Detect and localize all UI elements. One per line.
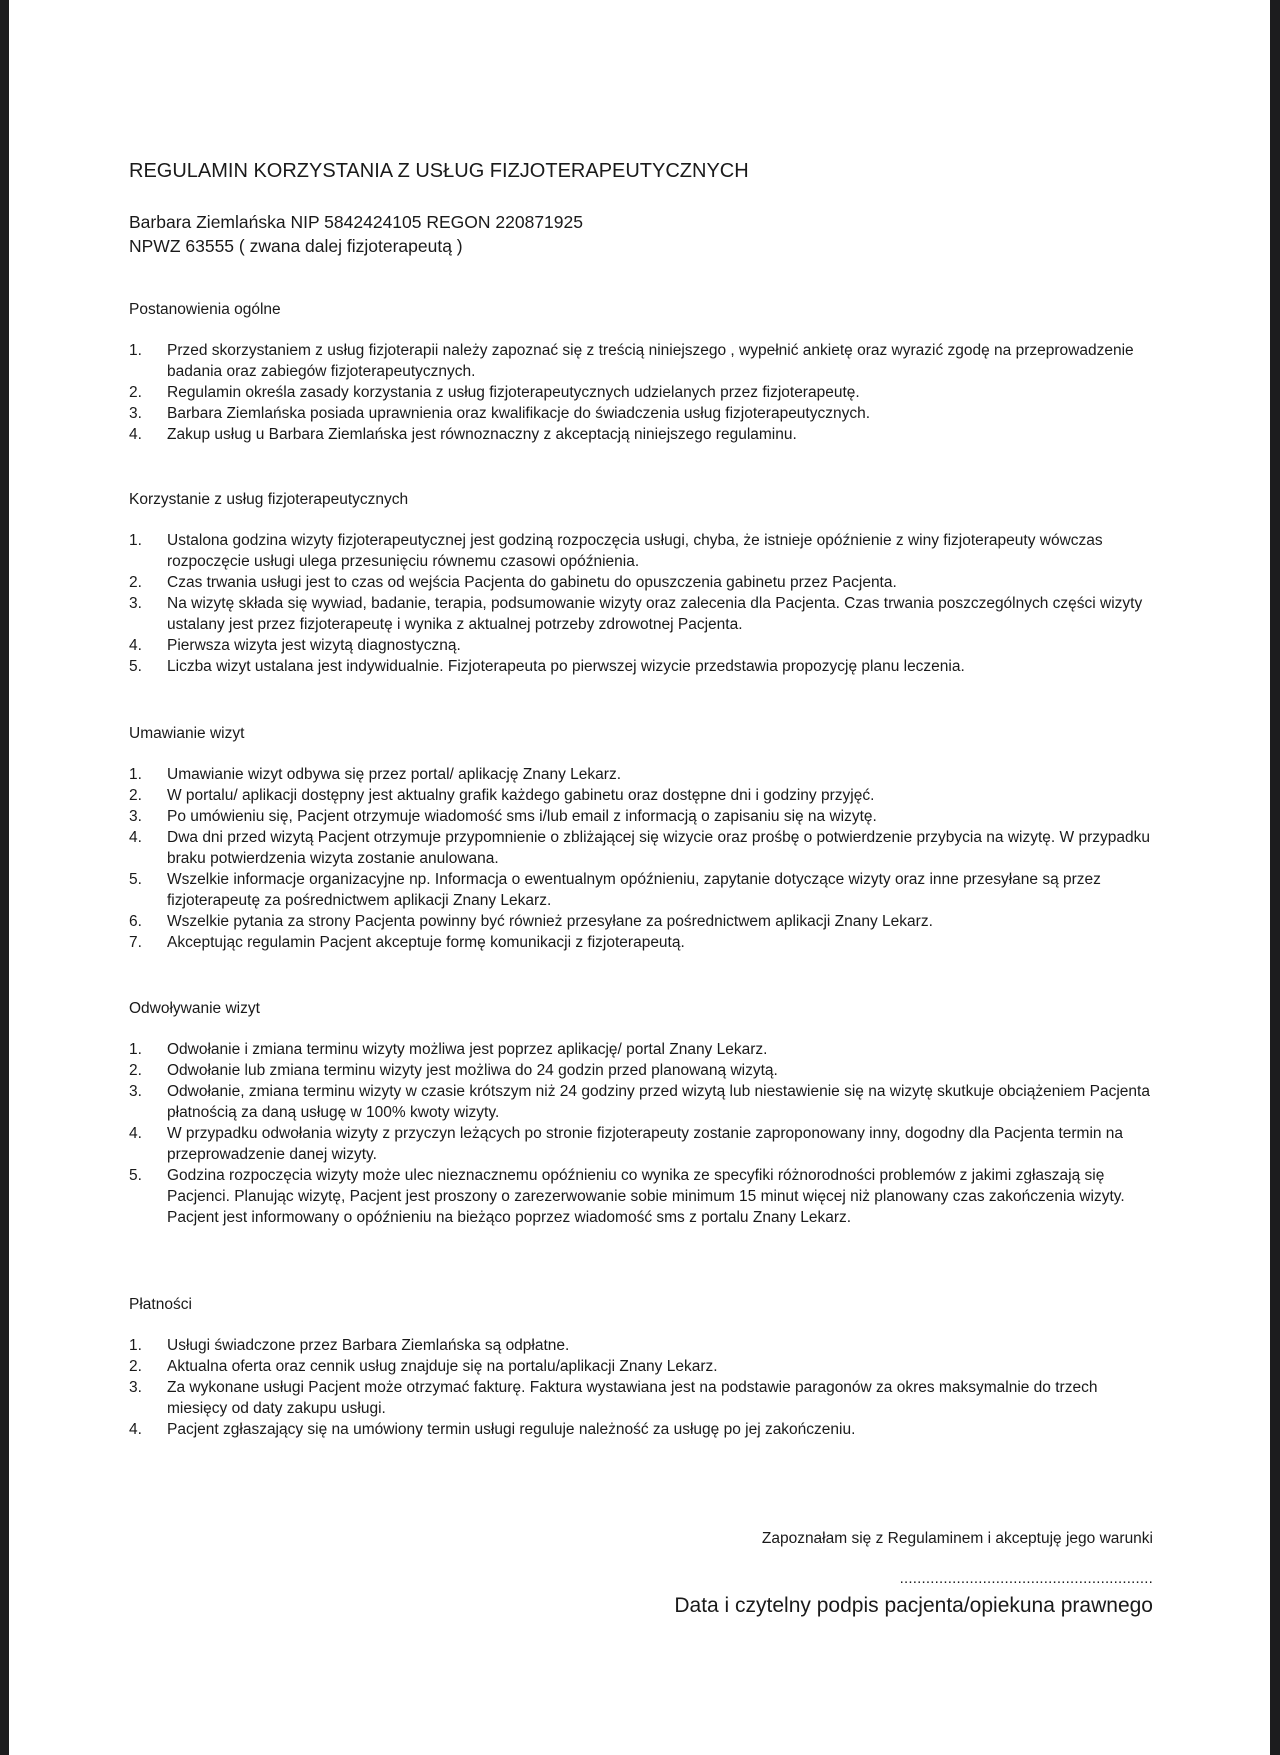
list-item <box>129 340 1159 382</box>
list-item <box>129 1419 1159 1440</box>
list-item-text: Przed skorzystaniem z usług fizjoterapii należy zapoznać się z treścią niniejszego , wypełnić ankietę oraz wyrazić zgodę na przeprowadzenie badania oraz zabiegów fizjoterapeutycznych. <box>167 342 1134 380</box>
document-page <box>9 0 1270 1755</box>
section <box>129 999 1159 1228</box>
list-item-text: Odwołanie lub zmiana terminu wizyty jest możliwa do 24 godzin przed planowaną wizytą. <box>167 1062 778 1079</box>
list-item-text: Wszelkie pytania za strony Pacjenta powinny być również przesyłane za pośrednictwem aplikacji Znany Lekarz. <box>167 913 933 930</box>
list-item-number: 1. <box>129 766 142 783</box>
list-item-text: Akceptując regulamin Pacjent akceptuje formę komunikacji z fizjoterapeutą. <box>167 934 685 951</box>
list-item-number: 2. <box>129 1062 142 1079</box>
list-item <box>129 869 1159 911</box>
section <box>129 300 1159 445</box>
list-item-number: 5. <box>129 658 142 675</box>
list-item <box>129 1377 1159 1419</box>
list-item <box>129 424 1159 445</box>
list-item <box>129 764 1159 785</box>
list-item <box>129 572 1159 593</box>
signature-label: Data i czytelny podpis pacjenta/opiekuna prawnego <box>674 1594 1153 1617</box>
list-item-text: Godzina rozpoczęcia wizyty może ulec nieznacznemu opóźnieniu co wynika ze specyfiki różnorodności problemów z jakimi zgłaszają się Pacjenci. Planując wizytę, Pacjent jest proszony o zarezerwowanie sobie minimum 15 minut więcej niż planowany czas zakończenia wizyty. Pacjent jest informowany o opóźnieniu na bieżąco poprzez wiadomość sms z portalu Znany Lekarz. <box>167 1167 1125 1226</box>
list-item <box>129 593 1159 635</box>
section-heading: Postanowienia ogólne <box>129 301 281 318</box>
list-item-number: 7. <box>129 934 142 951</box>
provider-info <box>129 210 583 258</box>
list-item <box>129 806 1159 827</box>
list-item-text: Liczba wizyt ustalana jest indywidualnie. Fizjoterapeuta po pierwszej wizycie przedstawia propozycję planu leczenia. <box>167 658 965 675</box>
signature-line: .......................................................... <box>899 1570 1153 1587</box>
list-item-text: Regulamin określa zasady korzystania z usług fizjoterapeutycznych udzielanych przez fizjoterapeutę. <box>167 384 860 401</box>
document-title: REGULAMIN KORZYSTANIA Z USŁUG FIZJOTERAPEUTYCZNYCH <box>129 160 749 182</box>
list-item-text: Dwa dni przed wizytą Pacjent otrzymuje przypomnienie o zbliżającej się wizycie oraz prośbę o potwierdzenie przybycia na wizytę. W przypadku braku potwierdzenia wizyta zostanie anulowana. <box>167 829 1150 867</box>
section-heading: Korzystanie z usług fizjoterapeutycznych <box>129 491 409 508</box>
list-item-number: 5. <box>129 871 142 888</box>
list-item <box>129 530 1159 572</box>
section-list <box>129 764 1159 953</box>
list-item-number: 4. <box>129 426 142 443</box>
section-list <box>129 530 1159 677</box>
section-heading: Umawianie wizyt <box>129 725 245 742</box>
list-item-text: Usługi świadczone przez Barbara Ziemlańska są odpłatne. <box>167 1337 570 1354</box>
list-item-text: Za wykonane usługi Pacjent może otrzymać fakturę. Faktura wystawiana jest na podstawie paragonów za okres maksymalnie do trzech miesięcy od daty zakupu usługi. <box>167 1379 1098 1417</box>
provider-line-1: Barbara Ziemlańska NIP 5842424105 REGON 220871925 <box>129 212 583 232</box>
list-item-text: Na wizytę składa się wywiad, badanie, terapia, podsumowanie wizyty oraz zalecenia dla Pacjenta. Czas trwania poszczególnych części wizyty ustalany jest przez fizjoterapeutę i wynika z aktualnej potrzeby zdrowotnej Pacjenta. <box>167 595 1143 633</box>
list-item <box>129 827 1159 869</box>
section-list <box>129 340 1159 445</box>
list-item-text: Aktualna oferta oraz cennik usług znajduje się na portalu/aplikacji Znany Lekarz. <box>167 1358 718 1375</box>
list-item-text: Pacjent zgłaszający się na umówiony termin usługi reguluje należność za usługę po jej zakończeniu. <box>167 1421 856 1438</box>
list-item-number: 5. <box>129 1167 142 1184</box>
section-list <box>129 1039 1159 1228</box>
list-item <box>129 1039 1159 1060</box>
section-heading: Płatności <box>129 1296 192 1313</box>
list-item-text: Odwołanie i zmiana terminu wizyty możliwa jest poprzez aplikację/ portal Znany Lekarz. <box>167 1041 768 1058</box>
list-item <box>129 1335 1159 1356</box>
acceptance-statement: Zapoznałam się z Regulaminem i akceptuję jego warunki <box>761 1530 1153 1547</box>
list-item-number: 2. <box>129 1358 142 1375</box>
section <box>129 490 1159 677</box>
list-item-number: 1. <box>129 532 142 549</box>
list-item-number: 4. <box>129 1421 142 1438</box>
list-item <box>129 1060 1159 1081</box>
provider-line-2: NPWZ 63555 ( zwana dalej fizjoterapeutą ) <box>129 236 463 256</box>
section <box>129 1295 1159 1440</box>
list-item-number: 2. <box>129 787 142 804</box>
list-item <box>129 1165 1159 1228</box>
list-item-text: Barbara Ziemlańska posiada uprawnienia oraz kwalifikacje do świadczenia usług fizjoterapeutycznych. <box>167 405 871 422</box>
list-item <box>129 403 1159 424</box>
list-item <box>129 1081 1159 1123</box>
list-item <box>129 635 1159 656</box>
list-item-number: 2. <box>129 384 142 401</box>
list-item-number: 3. <box>129 1083 142 1100</box>
list-item-number: 6. <box>129 913 142 930</box>
list-item-number: 1. <box>129 1041 142 1058</box>
list-item-number: 3. <box>129 1379 142 1396</box>
list-item <box>129 911 1159 932</box>
list-item-text: Umawianie wizyt odbywa się przez portal/ aplikację Znany Lekarz. <box>167 766 622 783</box>
list-item-number: 1. <box>129 1337 142 1354</box>
list-item-number: 4. <box>129 1125 142 1142</box>
list-item-text: Zakup usług u Barbara Ziemlańska jest równoznaczny z akceptacją niniejszego regulaminu. <box>167 426 797 443</box>
list-item-number: 4. <box>129 637 142 654</box>
list-item-text: Pierwsza wizyta jest wizytą diagnostyczną. <box>167 637 461 654</box>
list-item-number: 3. <box>129 808 142 825</box>
list-item-number: 3. <box>129 405 142 422</box>
list-item <box>129 656 1159 677</box>
list-item-text: Wszelkie informacje organizacyjne np. Informacja o ewentualnym opóźnieniu, zapytanie dotyczące wizyty oraz inne przesyłane są przez fizjoterapeutę za pośrednictwem aplikacji Znany Lekarz. <box>167 871 1101 909</box>
list-item <box>129 932 1159 953</box>
section <box>129 724 1159 953</box>
list-item-text: Odwołanie, zmiana terminu wizyty w czasie krótszym niż 24 godziny przed wizytą lub niestawienie się na wizytę skutkuje obciążeniem Pacjenta płatnością za daną usługę w 100% kwoty wizyty. <box>167 1083 1150 1121</box>
list-item-text: W przypadku odwołania wizyty z przyczyn leżących po stronie fizjoterapeuty zostanie zaproponowany inny, dogodny dla Pacjenta termin na przeprowadzenie danej wizyty. <box>167 1125 1124 1163</box>
list-item-text: Po umówieniu się, Pacjent otrzymuje wiadomość sms i/lub email z informacją o zapisaniu się na wizytę. <box>167 808 877 825</box>
section-list <box>129 1335 1159 1440</box>
list-item <box>129 382 1159 403</box>
list-item <box>129 1356 1159 1377</box>
list-item-text: Ustalona godzina wizyty fizjoterapeutycznej jest godziną rozpoczęcia usługi, chyba, że istnieje opóźnienie z winy fizjoterapeuty wówczas rozpoczęcie usługi ulega przesunięciu równemu czasowi opóźnienia. <box>167 532 1103 570</box>
list-item <box>129 1123 1159 1165</box>
list-item-number: 4. <box>129 829 142 846</box>
list-item-number: 3. <box>129 595 142 612</box>
list-item-text: Czas trwania usługi jest to czas od wejścia Pacjenta do gabinetu do opuszczenia gabinetu przez Pacjenta. <box>167 574 897 591</box>
list-item-text: W portalu/ aplikacji dostępny jest aktualny grafik każdego gabinetu oraz dostępne dni i godziny przyjęć. <box>167 787 875 804</box>
list-item <box>129 785 1159 806</box>
list-item-number: 1. <box>129 342 142 359</box>
list-item-number: 2. <box>129 574 142 591</box>
section-heading: Odwoływanie wizyt <box>129 1000 260 1017</box>
